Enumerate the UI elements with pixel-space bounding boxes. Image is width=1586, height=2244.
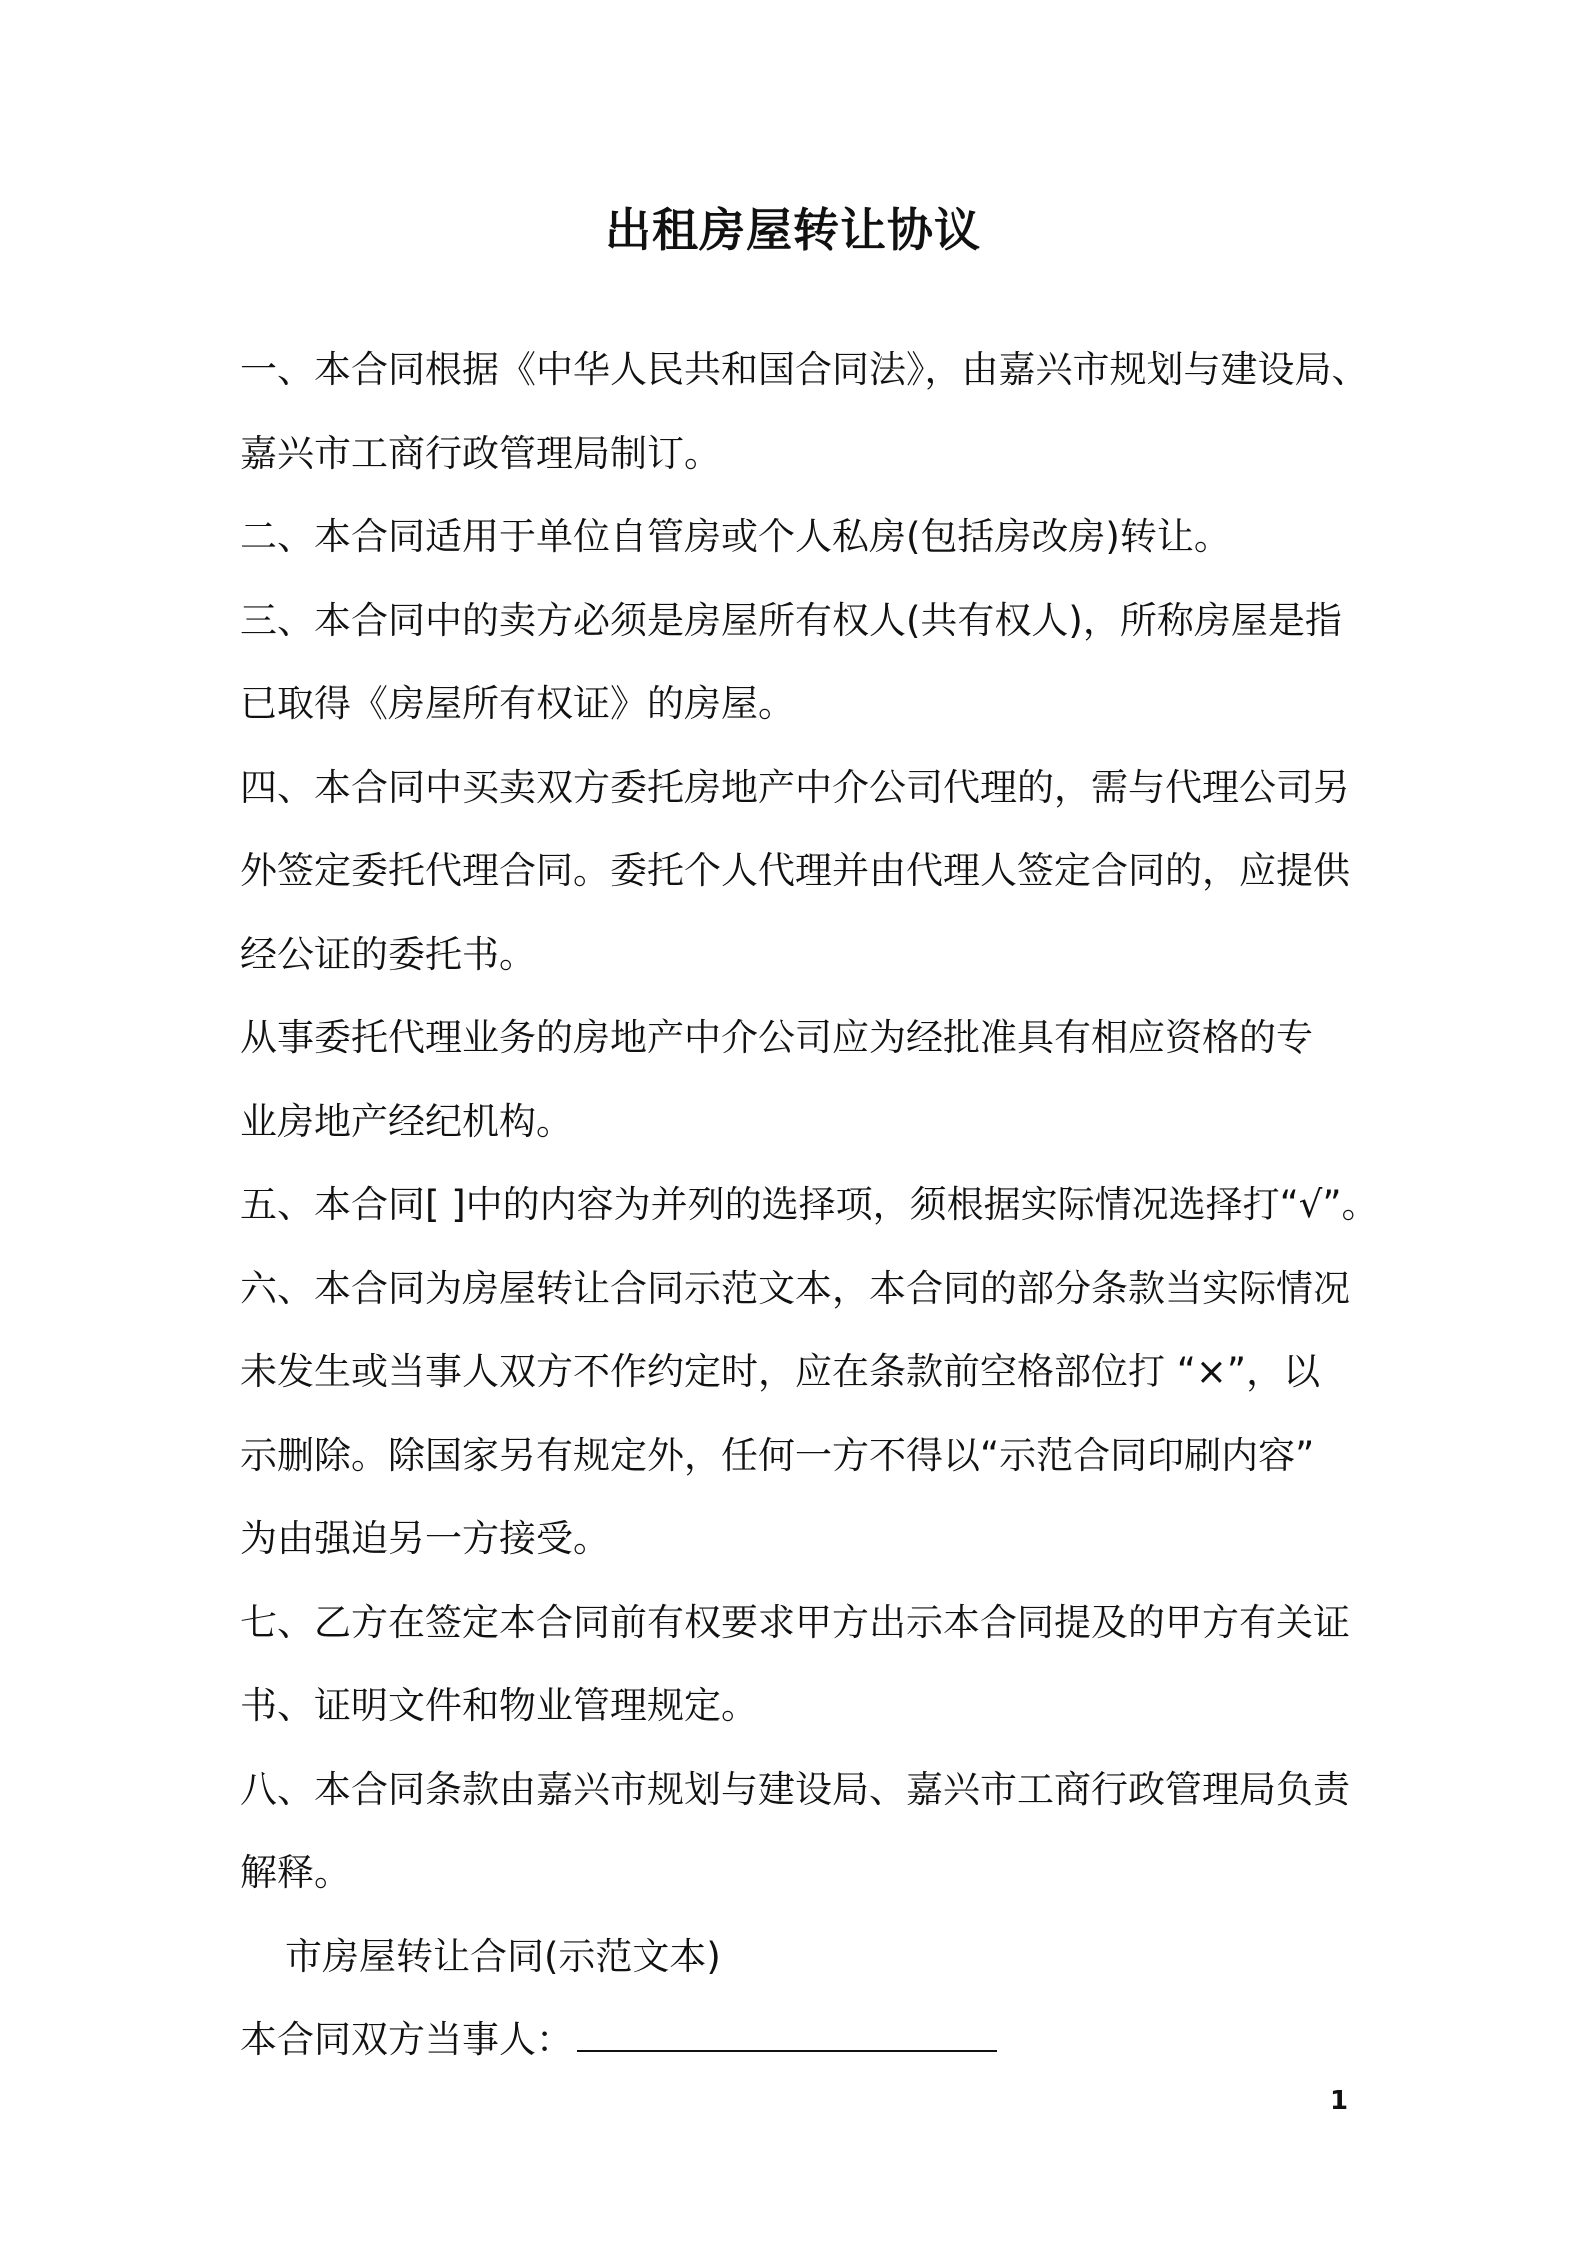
document-body [240, 328, 1379, 2082]
text-line: 外签定委托代理合同。委托个人代理并由代理人签定合同的，应提供 [240, 849, 1350, 892]
text-line: 五、本合同[ ]中的内容为并列的选择项，须根据实际情况选择打“√”。 [240, 1183, 1379, 1226]
contract-subtitle: 市房屋转让合同(示范文本) [285, 1934, 721, 1978]
parties-label: 本合同双方当事人： [240, 2018, 573, 2061]
text-line: 经公证的委托书。 [240, 932, 536, 976]
text-line: 书、证明文件和物业管理规定。 [240, 1684, 758, 1727]
text-line: 业房地产经纪机构。 [240, 1099, 573, 1143]
text-line: 四、本合同中买卖双方委托房地产中介公司代理的，需与代理公司另 [240, 765, 1350, 809]
page-number: 1 [1330, 2086, 1349, 2116]
text-line: 二、本合同适用于单位自管房或个人私房(包括房改房)转让。 [240, 515, 1231, 558]
parties-line [240, 1998, 1370, 2082]
text-line: 八、本合同条款由嘉兴市规划与建设局、嘉兴市工商行政管理局负责 [240, 1767, 1350, 1811]
text-line: 七、乙方在签定本合同前有权要求甲方出示本合同提及的甲方有关证 [240, 1600, 1350, 1644]
text-line: 一、本合同根据《中华人民共和国合同法》，由嘉兴市规划与建设局、 [240, 348, 1369, 391]
parties-blank-line [577, 2002, 997, 2052]
text-line: 六、本合同为房屋转让合同示范文本，本合同的部分条款当实际情况 [240, 1266, 1350, 1310]
text-line: 三、本合同中的卖方必须是房屋所有权人(共有权人)，所称房屋是指 [240, 598, 1342, 642]
text-line: 示删除。除国家另有规定外，任何一方不得以“示范合同印刷内容” [240, 1433, 1315, 1477]
document-title: 出租房屋转让协议 [605, 203, 981, 257]
text-line: 未发生或当事人双方不作约定时，应在条款前空格部位打 “×”，以 [240, 1350, 1321, 1393]
text-line: 已取得《房屋所有权证》的房屋。 [240, 682, 795, 725]
text-line: 嘉兴市工商行政管理局制订。 [240, 431, 721, 475]
text-line: 为由强迫另一方接受。 [240, 1517, 610, 1560]
text-line: 从事委托代理业务的房地产中介公司应为经批准具有相应资格的专 [240, 1016, 1313, 1059]
text-line: 解释。 [240, 1851, 351, 1894]
